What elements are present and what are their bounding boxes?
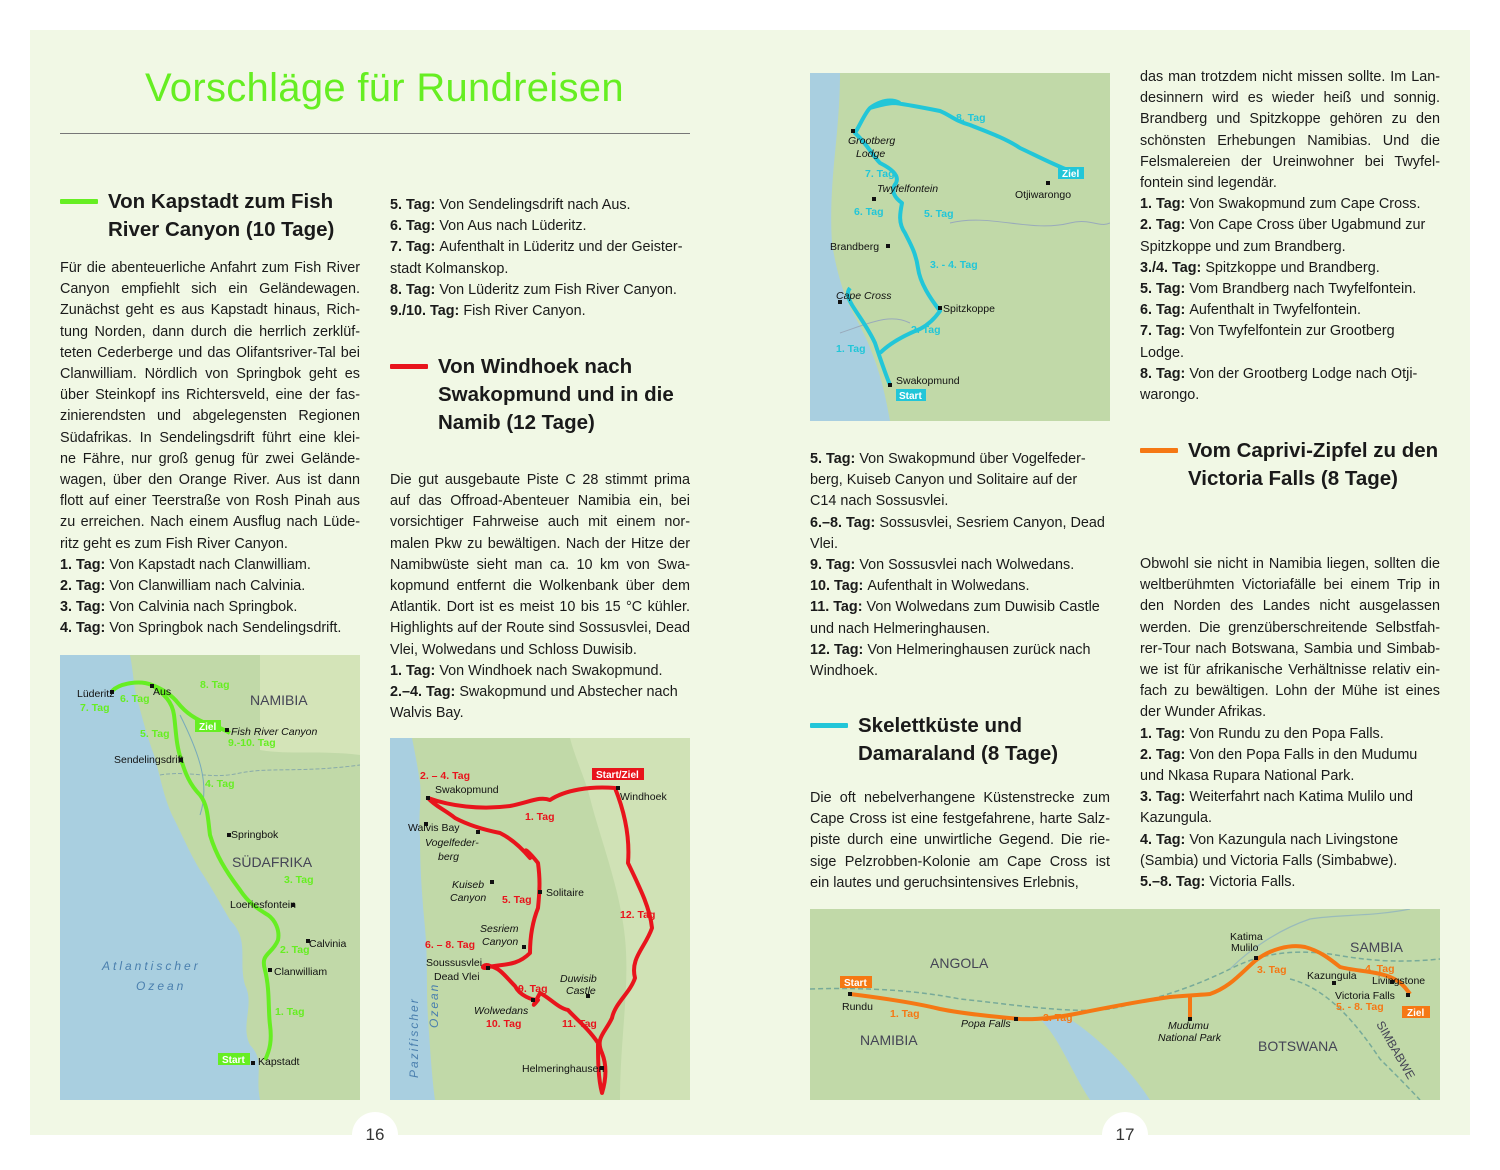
itinerary-day-label: 5. Tag: [1140,281,1190,298]
itinerary-day-label: 1. Tag: [1140,196,1190,213]
itinerary-day [1140,830,1440,851]
body-text-line: malen Pkw zu bewältigen. Nach der Hitze der [390,535,690,552]
map-caprivi-victoria-falls [810,909,1440,1100]
day-tag: 1. Tag [836,343,866,355]
itinerary-day-label: 8. Tag: [390,281,440,298]
place-marker [851,129,855,133]
itinerary-day-text: Von Springbok nach Sendelingsdrift. [109,620,342,637]
place-katima-1: Katima [1230,931,1263,943]
country-simbabwe: SIMBABWE [1373,1018,1418,1082]
section-heading-text: Skelettküste und Damaraland (8 Tage) [858,714,1059,765]
place-walvis-bay: Walvis Bay [408,822,460,834]
itinerary-day-text: Von Kapstadt nach Clanwilliam. [109,556,311,573]
itinerary-day-label: 1. Tag: [60,556,110,573]
section-caprivi-text [1140,554,1440,893]
body-text-line: ein lautes und geruchsintensives Erlebnis, [810,874,1079,891]
page-number-right: 17 [1102,1112,1148,1158]
itinerary-day-text: Sossusvlei, Sesriem Canyon, Dead [879,514,1105,531]
day-tag: 8. Tag [956,112,986,124]
itinerary-day [1140,237,1440,258]
day-tag: 6. Tag [120,693,150,705]
itinerary-day-text: Aufenthalt in Wolwedans. [867,578,1030,595]
itinerary-day [390,216,690,237]
body-text-line: Felsmalereien der Ureinwohner bei Twyfel- [1140,153,1440,170]
day-tag: 9.-10. Tag [228,737,276,749]
body-text-line: Obwohl sie nicht in Namibia liegen, sollten die [1140,556,1440,572]
body-text-line: we ist für afrikanische Verhältnisse relativ ein- [1140,662,1440,679]
section-heading-text: Von Windhoek nach Swakopmund und in die Namib (12 Tage) [438,355,674,434]
country-angola: ANGOLA [930,955,989,971]
place-soussusvlei: Soussusvlei [426,957,483,969]
place-duwisib-1: Duwisib [560,973,597,985]
itinerary-day-text: Spitzkoppe und zum Brandberg. [1140,238,1346,255]
day-tag: 1. Tag [890,1008,920,1020]
body-text-line: Atlantik. Dort ist es meist 10 bis 15 °C kühler. [390,599,690,616]
ziel-label: Ziel [199,722,217,733]
ocean-label-2: Ozean [427,982,441,1028]
itinerary-day-label: 12. Tag: [810,641,868,658]
day-tag: 3. - 4. Tag [930,259,978,271]
place-marker [888,383,892,387]
itinerary-day-text: Lodge. [1140,344,1185,361]
body-text-line: zu erreichen. Nach einem Ausflug nach Lüde- [60,514,360,531]
itinerary-day [810,513,1110,534]
start-label: Start [222,1055,245,1066]
itinerary-day-text: Von den Popa Falls in den Mudumu [1189,746,1418,763]
country-namibia: NAMIBIA [860,1032,918,1048]
itinerary-day-text: Von Twyfelfontein zur Grootberg [1189,323,1395,340]
itinerary-day-text: Weiterfahrt nach Katima Mulilo und [1189,789,1414,806]
route-color-bar-green [60,199,98,204]
body-text-line: werden. Die grenzüberschreitende Selbstfah- [1140,619,1440,636]
ziel-label: Ziel [1062,169,1080,180]
day-tag: 7. Tag [80,702,110,714]
place-marker [426,796,430,800]
itinerary-day-text: Von Sossusvlei nach Wolwedans. [859,557,1075,574]
place-fish-river-canyon: Fish River Canyon [231,726,318,738]
day-tag: 1. Tag [525,811,555,823]
place-marker [886,244,890,248]
itinerary-day-label: 6.–8. Tag: [810,514,880,531]
day-tag: 11. Tag [562,1018,597,1030]
body-text-line: das man trotzdem nicht missen sollte. Im Lan- [1140,69,1440,85]
place-sesriem-1: Sesriem [480,923,519,935]
itinerary-day [60,555,360,576]
title-rule [60,133,690,134]
route-color-bar-orange [1140,448,1178,453]
itinerary-day [1140,321,1440,342]
body-text-line: piste durch eine unwirtliche Gegend. Die rie- [810,832,1110,849]
itinerary-day-text: warongo. [1140,387,1200,404]
page-number-left: 16 [352,1112,398,1158]
country-label-namibia: NAMIBIA [250,692,308,708]
body-text-line: sige Pelzrobben-Kolonie am Cape Cross ist [810,853,1110,870]
itinerary-day-text: Von Wolwedans zum Duwisib Castle [866,599,1100,616]
itinerary-day-text: Fish River Canyon. [463,303,586,320]
itinerary-day-label: 9./10. Tag: [390,303,464,320]
day-tag: 3. Tag [1257,964,1287,976]
itinerary-day [60,597,360,618]
place-spitzkoppe: Spitzkoppe [943,303,995,315]
day-tag: 2. Tag [911,324,941,336]
itinerary-day-text: (Sambia) und Victoria Falls (Simbabwe). [1140,852,1398,869]
itinerary-day [390,259,690,280]
body-text-line: der Wunder Afrikas. [1140,704,1267,721]
itinerary-day-text: Vlei. [810,535,838,552]
place-grootberg-1: Grootberg [848,135,896,147]
body-text-line: Südafrikas. In Sendelingsdrift führt eine klei- [60,429,360,446]
itinerary-day [1140,300,1440,321]
section-kapstadt-days-cont [390,195,690,322]
place-marker [251,1061,255,1065]
place-marker [268,968,272,972]
body-text-line: Die gut ausgebaute Piste C 28 stimmt prima [390,472,690,488]
section-windhoek-heading [390,353,690,437]
place-popa-falls: Popa Falls [961,1018,1011,1030]
place-dead-vlei: Dead Vlei [434,971,480,983]
place-aus: Aus [153,686,172,698]
route-color-bar-cyan [810,723,848,728]
day-tag: 2. Tag [280,944,310,956]
itinerary-day-text: Aufenthalt in Twyfelfontein. [1189,302,1362,319]
itinerary-day-text: berg, Kuiseb Canyon und Solitaire auf der [810,472,1078,489]
place-livingstone: Livingstone [1372,975,1426,987]
day-tag: 2. – 4. Tag [420,770,470,782]
body-text-line: auf das Offroad-Abenteuer Namibia ein, bei [390,493,690,510]
day-tag: 6. Tag [854,206,884,218]
itinerary-day-text: Von Rundu zu den Popa Falls. [1189,725,1384,742]
body-text-line: Zunächst geht es aus Kapstadt hinaus, Rich- [60,302,360,319]
place-duwisib-2: Castle [566,985,596,997]
itinerary-day-text: Von Sendelingsdrift nach Aus. [439,197,631,213]
itinerary-day-text: Von der Grootberg Lodge nach Otji- [1189,365,1418,382]
place-marker [531,998,535,1002]
itinerary-day-label: 3. Tag: [1140,789,1190,806]
itinerary-day [390,195,690,216]
body-text-line: Die oft nebelverhangene Küstenstrecke zum [810,790,1110,806]
body-text-line: Vlei, Wolwedans und Schloss Duwisib. [390,641,637,658]
itinerary-day [1140,872,1440,893]
place-springbok: Springbok [231,829,279,841]
itinerary-day-label: 8. Tag: [1140,365,1190,382]
body-text-line: Highlights auf der Route sind Sossusvlei, Dead [390,620,690,637]
section-windhoek-days-cont [810,449,1110,682]
body-text-line: Canyon empfiehlt sich ein Geländewagen. [60,281,360,298]
body-text-line: desinnern wird es wieder heiß und sonnig. [1140,90,1440,107]
day-tag: 3. Tag [284,874,314,886]
itinerary-day [1140,724,1440,745]
place-otjiwarongo: Otjiwarongo [1015,189,1072,201]
itinerary-day-label: 6. Tag: [1140,302,1190,319]
day-tag: 12. Tag [620,909,656,921]
itinerary-day-text: Aufenthalt in Lüderitz und der Geister- [439,239,683,256]
ocean-label-1: Atlantischer [102,959,201,973]
day-tag: 7. Tag [865,168,895,180]
itinerary-day [390,703,690,724]
place-sesriem-2: Canyon [482,936,519,948]
body-text-line: rer-Tour nach Botswana, Sambia und Simbab- [1140,640,1440,657]
section-heading-text: Von Kapstadt zum Fish River Canyon (10 Tage) [108,190,335,241]
place-vogelfederberg-2: berg [438,851,460,863]
body-text-line: den Norden des Landes nicht ausgelassen [1140,598,1440,615]
itinerary-day [1140,787,1440,808]
itinerary-day-text: Swakopmund und Abstecher nach [459,684,678,701]
place-twyfelfontein: Twyfelfontein [877,183,939,195]
place-marker [1046,181,1050,185]
itinerary-day [1140,766,1440,787]
itinerary-day-label: 1. Tag: [390,662,440,679]
place-marker [1406,993,1410,997]
itinerary-day [1140,343,1440,364]
map-windhoek-namib [390,738,690,1100]
itinerary-day-text: Kazungula. [1140,810,1213,827]
itinerary-day [1140,851,1440,872]
day-tag: 4. Tag [205,778,235,790]
itinerary-day-text: Von Lüderitz zum Fish River Canyon. [439,281,677,298]
section-kapstadt-text [60,258,360,640]
body-text-line: ritz geht es zum Fish River Canyon. [60,535,288,552]
place-kuiseb-2: Canyon [450,892,487,904]
start-label: Start [899,391,922,402]
itinerary-day-label: 3./4. Tag: [1140,259,1206,276]
itinerary-day [810,640,1110,661]
body-text-line: vorsichtiger Fahrweise auch mit einem nor- [390,514,690,531]
place-victoria-falls: Victoria Falls [1335,990,1395,1002]
place-swakopmund: Swakopmund [896,375,960,387]
day-tag: 2. Tag [1043,1012,1073,1024]
ocean-label-2: Ozean [136,979,187,993]
section-skelettkueste-heading [810,712,1110,768]
section-heading-text: Vom Caprivi-Zipfel zu den Victoria Falls (8 Tage) [1188,439,1439,490]
itinerary-day [810,661,1110,682]
ziel-label: Ziel [1407,1008,1425,1019]
place-loeriesfontein: Loeriesfontein [230,899,296,911]
place-windhoek: Windhoek [620,791,667,803]
place-marker [486,966,490,970]
itinerary-day [60,576,360,597]
body-text-line: fontein sind legendär. [1140,175,1277,192]
itinerary-day-label: 6. Tag: [390,218,440,235]
itinerary-day [60,618,360,639]
country-botswana: BOTSWANA [1258,1038,1338,1054]
itinerary-day [390,661,690,682]
section-skelettkueste-text-cont [1140,67,1440,406]
itinerary-day-text: Walvis Bay. [390,705,464,722]
itinerary-day-text: und nach Helmeringhausen. [810,620,991,637]
body-text-line: zinierendsten und abgelegensten Regionen [60,408,360,425]
itinerary-day-text: Vom Brandberg nach Twyfelfontein. [1189,281,1417,298]
itinerary-day-label: 7. Tag: [1140,323,1190,340]
place-helmeringhausen: Helmeringhausen [522,1063,605,1075]
itinerary-day-text: Spitzkoppe und Brandberg. [1205,259,1380,276]
day-tag: 6. – 8. Tag [425,939,475,951]
section-windhoek-text [390,470,690,724]
itinerary-day [810,576,1110,597]
day-tag: 1. Tag [275,1006,305,1018]
itinerary-day [390,237,690,258]
place-marker [938,306,942,310]
body-text-line: schönsten Erhebungen Namibias. Und die [1140,132,1440,149]
itinerary-day-text: C14 nach Sossusvlei. [810,493,949,510]
route-color-bar-red [390,364,428,369]
itinerary-day [1140,258,1440,279]
place-marker [872,197,876,201]
body-text-line: ne Fähre, nur groß genug für zwei Gelände- [60,450,360,467]
itinerary-day-label: 2. Tag: [60,578,110,595]
ocean-label-1: Pazifischer [407,997,421,1078]
place-katima-2: Mulilo [1231,942,1259,954]
itinerary-day-text: Von Cape Cross über Ugabmund zur [1189,217,1426,234]
map-kapstadt-fish-river [60,655,360,1100]
day-tag: 8. Tag [200,679,230,691]
itinerary-day-text: Von Clanwilliam nach Calvinia. [109,578,306,595]
body-text-line: tung Norden, dann durch die herrlich zerklüf- [60,323,360,340]
itinerary-day-label: 11. Tag: [810,599,867,616]
body-text-line: Clanwilliam. Nördlich von Springbok geht es [60,366,360,383]
itinerary-day-label: 5. Tag: [390,197,440,213]
itinerary-day-text: Von Swakopmund über Vogelfeder- [859,451,1086,467]
day-tag: 4. Tag [1365,963,1395,975]
itinerary-day [810,597,1110,618]
itinerary-day-text: stadt Kolmanskop. [390,260,509,277]
itinerary-day [810,555,1110,576]
day-tag: 5. Tag [502,894,532,906]
body-text-line: flott auf einer Teerstraße von Rosh Pinah aus [60,493,360,510]
place-vogelfederberg-1: Vogelfeder- [425,837,479,849]
place-kazungula: Kazungula [1307,970,1357,982]
body-text-line: kopmund entfernt die Wolkenbank über dem [390,578,690,595]
itinerary-day-label: 2. Tag: [1140,746,1190,763]
place-mudumu-1: Mudumu [1168,1020,1209,1032]
startziel-label: Start/Ziel [596,770,639,781]
place-calvinia: Calvinia [309,938,347,950]
itinerary-day-label: 4. Tag: [60,620,110,637]
place-rundu: Rundu [842,1001,873,1013]
place-mudumu-2: National Park [1158,1032,1222,1044]
place-marker [476,830,480,834]
itinerary-day-label: 1. Tag: [1140,725,1190,742]
itinerary-day [390,280,690,301]
body-text-line: wagen, über den Orange River. Aus ist dann [60,472,360,489]
itinerary-day-label: 2.–4. Tag: [390,684,460,701]
body-text-line: über Steinkopf ins Richtersveld, eine der fas- [60,387,360,404]
place-marker [848,992,852,996]
place-luederitz: Lüderitz [77,688,115,700]
itinerary-day-text: Von Helmeringhausen zurück nach [867,641,1091,658]
place-marker [616,786,620,790]
place-wolwedans: Wolwedans [474,1005,529,1017]
place-grootberg-2: Lodge [856,148,886,160]
itinerary-day-label: 2. Tag: [1140,217,1190,234]
itinerary-day [1140,808,1440,829]
place-solitaire: Solitaire [546,887,584,899]
country-sambia: SAMBIA [1350,939,1403,955]
itinerary-day [1140,364,1440,385]
itinerary-day-label: 5. Tag: [810,451,860,467]
place-marker [225,728,229,732]
itinerary-day [1140,215,1440,236]
body-text-line: Cape Cross ist eine festgefahrene, harte Salz- [810,811,1110,828]
itinerary-day [1140,745,1440,766]
body-text-line: weltberühmten Victoriafälle bei einem Trip in [1140,577,1440,594]
place-brandberg: Brandberg [830,241,880,253]
itinerary-day [810,470,1110,491]
itinerary-day-label: 9. Tag: [810,557,860,574]
day-tag: 5. Tag [140,728,170,740]
day-tag: 5. Tag [924,208,954,220]
country-label-suedafrika: SÜDAFRIKA [232,854,313,870]
itinerary-day [1140,385,1440,406]
place-kapstadt: Kapstadt [258,1056,300,1068]
itinerary-day-label: 4. Tag: [1140,831,1190,848]
day-tag: 9. Tag [518,983,548,995]
itinerary-day-text: und Nkasa Rupara National Park. [1140,768,1355,785]
body-text-line: teten Cederberge und das Olifantsriver-Tal bei [60,344,360,361]
body-text-line: fach zu bewältigen. Lohn der Mühe ist eines [1140,683,1440,700]
itinerary-day [390,682,690,703]
place-marker [1014,1017,1018,1021]
day-tag: 10. Tag [486,1018,522,1030]
body-text-line: Brandberg und Spitzkoppe gehören zu den [1140,111,1440,128]
itinerary-day [1140,279,1440,300]
place-kuiseb-1: Kuiseb [452,879,485,891]
page-title: Vorschläge für Rundreisen [145,66,624,110]
section-skelettkueste-text [810,788,1110,894]
place-sendelingsdrift: Sendelingsdrift [114,754,184,766]
itinerary-day-label: 5.–8. Tag: [1140,874,1210,891]
day-tag: 5. - 8. Tag [1336,1001,1384,1013]
itinerary-day-text: Von Windhoek nach Swakopmund. [439,662,663,679]
place-marker [522,945,526,949]
itinerary-day-text: Windhoek. [810,663,878,680]
itinerary-day-text: Von Kazungula nach Livingstone [1189,831,1399,848]
itinerary-day-text: Von Aus nach Lüderitz. [439,218,587,235]
body-text-line: Für die abenteuerliche Anfahrt zum Fish River [60,260,360,276]
itinerary-day [1140,194,1440,215]
place-cape-cross: Cape Cross [836,290,892,302]
place-marker [490,880,494,884]
map-skelettkueste [810,73,1110,421]
place-marker [538,890,542,894]
itinerary-day [810,534,1110,555]
place-marker [1254,956,1258,960]
itinerary-day [810,491,1110,512]
start-label: Start [844,978,867,989]
section-caprivi-heading [1140,437,1440,493]
itinerary-day-text: Von Swakopmund zum Cape Cross. [1189,196,1421,213]
section-kapstadt-heading [60,188,360,244]
itinerary-day-label: 10. Tag: [810,578,868,595]
body-text-line: Namibwüste sieht man ca. 10 km von Swa- [390,556,690,573]
itinerary-day-label: 3. Tag: [60,599,110,616]
place-swakopmund: Swakopmund [435,784,499,796]
itinerary-day-label: 7. Tag: [390,239,440,256]
itinerary-day [810,449,1110,470]
itinerary-day [810,619,1110,640]
itinerary-day [390,301,690,322]
itinerary-day-text: Victoria Falls. [1209,874,1296,891]
place-clanwilliam: Clanwilliam [274,966,328,978]
itinerary-day-text: Von Calvinia nach Springbok. [109,599,298,616]
